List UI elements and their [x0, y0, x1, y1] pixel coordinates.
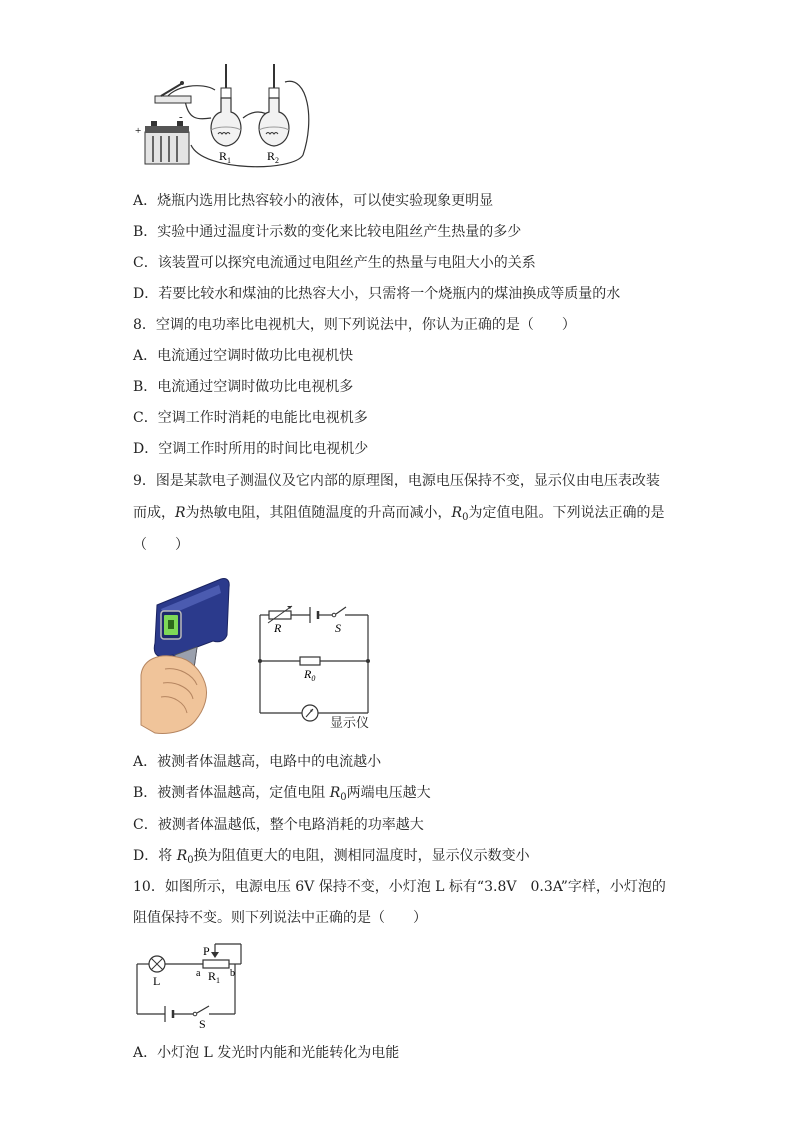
q9-stem-line2: 而成，R为热敏电阻，其阻值随温度的升高而减小，$R_0$为定值电阻。下列说法正确的是: [133, 505, 665, 523]
q10-fig-label-p: P: [203, 944, 210, 958]
q8-option-c: C．空调工作时消耗的电能比电视机多: [133, 410, 368, 426]
battery-minus-label: -: [179, 111, 183, 123]
battery-plus-label: +: [135, 125, 142, 137]
q8-option-b: B．电流通过空调时做功比电视机多: [133, 379, 354, 395]
q8-option-a: A．电流通过空调时做功比电视机快: [133, 348, 354, 364]
battery-icon: [145, 121, 189, 164]
flask-r2-icon: [259, 64, 289, 146]
q9-stem-line3: （ ）: [133, 537, 189, 553]
resistor-r0-icon: [300, 657, 320, 665]
display-meter-icon: [302, 705, 318, 721]
q7-option-c: C．该装置可以探究电流通过电阻丝产生的热量与电阻大小的关系: [133, 255, 536, 271]
flask-circuit-diagram: [133, 60, 323, 175]
label-r2: $R_2$: [267, 149, 280, 165]
q10-option-a: A．小灯泡 L 发光时内能和光能转化为电能: [133, 1045, 400, 1061]
q10-fig-label-a: a: [196, 968, 201, 979]
q10-fig-label-l: L: [153, 974, 161, 988]
q10-fig-label-r1: $R_1$: [208, 969, 221, 985]
q7-option-a: A．烧瓶内选用比热容较小的液体，可以使实验现象更明显: [133, 193, 494, 209]
q9-fig-label-display: 显示仪: [330, 716, 370, 731]
q10-stem-line2: 阻值保持不变。则下列说法中正确的是（ ）: [133, 910, 427, 926]
q9-option-b: B．被测者体温越高，定值电阻 $R_0$两端电压越大: [133, 785, 431, 803]
flask-r1-icon: [211, 64, 241, 146]
q10-fig-label-b: b: [230, 968, 235, 979]
q9-option-c: C．被测者体温越低，整个电路消耗的功率越大: [133, 817, 424, 833]
q9-stem-line1: 9．图是某款电子测温仪及它内部的原理图，电源电压保持不变，显示仪由电压表改装: [133, 473, 660, 489]
figure-q9-circuit: [250, 598, 380, 733]
thermometer-gun-icon: [135, 575, 235, 735]
q9-fig-label-r0: $R_0$: [304, 667, 316, 683]
q9-option-a: A．被测者体温越高，电路中的电流越小: [133, 754, 382, 770]
q7-option-b: B．实验中通过温度计示数的变化来比较电阻丝产生热量的多少: [133, 224, 522, 240]
rheostat-r1-icon: [203, 960, 229, 968]
q8-option-d: D．空调工作时所用的时间比电视机少: [133, 441, 369, 457]
slider-p-icon: [211, 952, 219, 958]
switch-base: [155, 96, 191, 103]
figure-flask-circuit: [133, 60, 323, 175]
label-r1: $R_1$: [219, 149, 232, 165]
q10-stem-line1: 10．如图所示，电源电压 6V 保持不变，小灯泡 L 标有“3.8V 0.3A”字样，小灯泡的: [133, 879, 666, 895]
q10-fig-label-s: S: [199, 1017, 206, 1031]
figure-thermometer: [135, 575, 235, 735]
lamp-l-icon: [149, 956, 165, 972]
q9-fig-label-r: R: [274, 621, 282, 635]
figure-q10-circuit: [133, 940, 248, 1032]
q8-stem: 8．空调的电功率比电视机大，则下列说法中，你认为正确的是（ ）: [133, 317, 576, 333]
q9-fig-label-s: S: [335, 621, 341, 635]
q10-circuit-diagram: [133, 940, 248, 1032]
q9-option-d: D．将 $R_0$换为阻值更大的电阻，测相同温度时，显示仪示数变小: [133, 848, 530, 866]
q7-option-d: D．若要比较水和煤油的比热容大小，只需将一个烧瓶内的煤油换成等质量的水: [133, 286, 621, 302]
